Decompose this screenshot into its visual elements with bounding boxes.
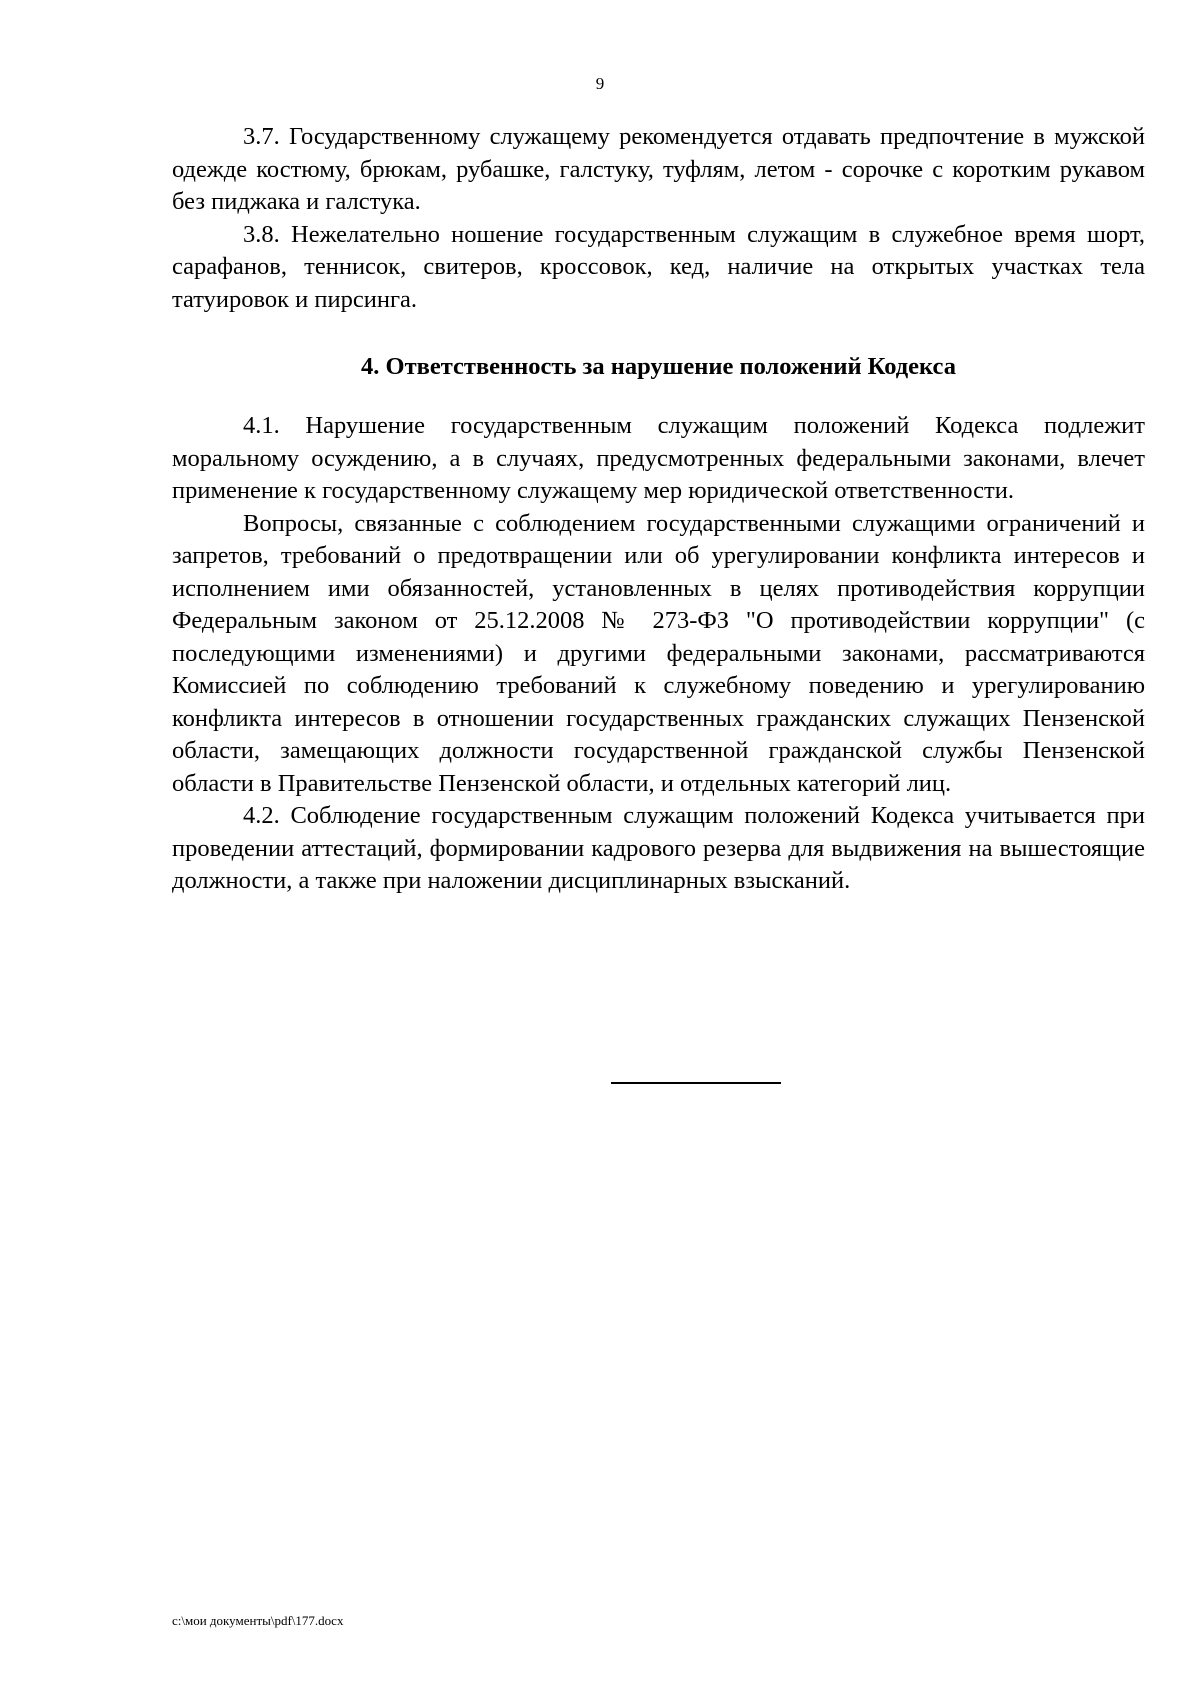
- paragraph-4-1: 4.1. Нарушение государственным служащим положений Кодекса подлежит моральному осуждению, а в случаях, предусмотренных федеральными законами, влечет применение к государственному служащему мер юридической ответственности.: [172, 412, 1145, 504]
- responsibility-paragraphs: [172, 410, 1145, 898]
- clothing-paragraphs: [172, 121, 1145, 316]
- page-number: 9: [595, 74, 605, 93]
- paragraph-3-8: 3.8. Нежелательно ношение государственным служащим в служебное время шорт, сарафанов, теннисок, свитеров, кроссовок, кед, наличие на открытых участках тела татуировок и пирсинга.: [172, 220, 1145, 313]
- paragraph-commission: Вопросы, связанные с соблюдением государственными служащими ограничений и запретов, требований о предотвращении или об урегулировании конфликта интересов и исполнением ими обязанностей, установленных в целях противодействия коррупции Федеральным законом от 25.12.2008 № 273-ФЗ "О противодействии коррупции" (с последующими изменениями) и другими федеральными законами, рассматриваются Комиссией по соблюдению требований к служебному поведению и урегулированию конфликта интересов в отношении государственных гражданских служащих Пензенской области, замещающих должности государственной гражданской службы Пензенской области в Правительстве Пензенской области, и отдельных категорий лиц.: [172, 509, 1145, 797]
- footer-file-path: c:\мои документы\pdf\177.docx: [172, 1613, 344, 1628]
- paragraph-3-7: 3.7. Государственному служащему рекомендуется отдавать предпочтение в мужской одежде костюму, брюкам, рубашке, галстуку, туфлям, летом - сорочке с коротким рукавом без пиджака и галстука.: [172, 123, 1145, 215]
- end-separator-line: [611, 1082, 781, 1084]
- section-heading: 4. Ответственность за нарушение положений Кодекса: [361, 353, 956, 380]
- paragraph-4-2: 4.2. Соблюдение государственным служащим положений Кодекса учитывается при проведении аттестаций, формировании кадрового резерва для выдвижения на вышестоящие должности, а также при наложении дисциплинарных взысканий.: [172, 802, 1145, 894]
